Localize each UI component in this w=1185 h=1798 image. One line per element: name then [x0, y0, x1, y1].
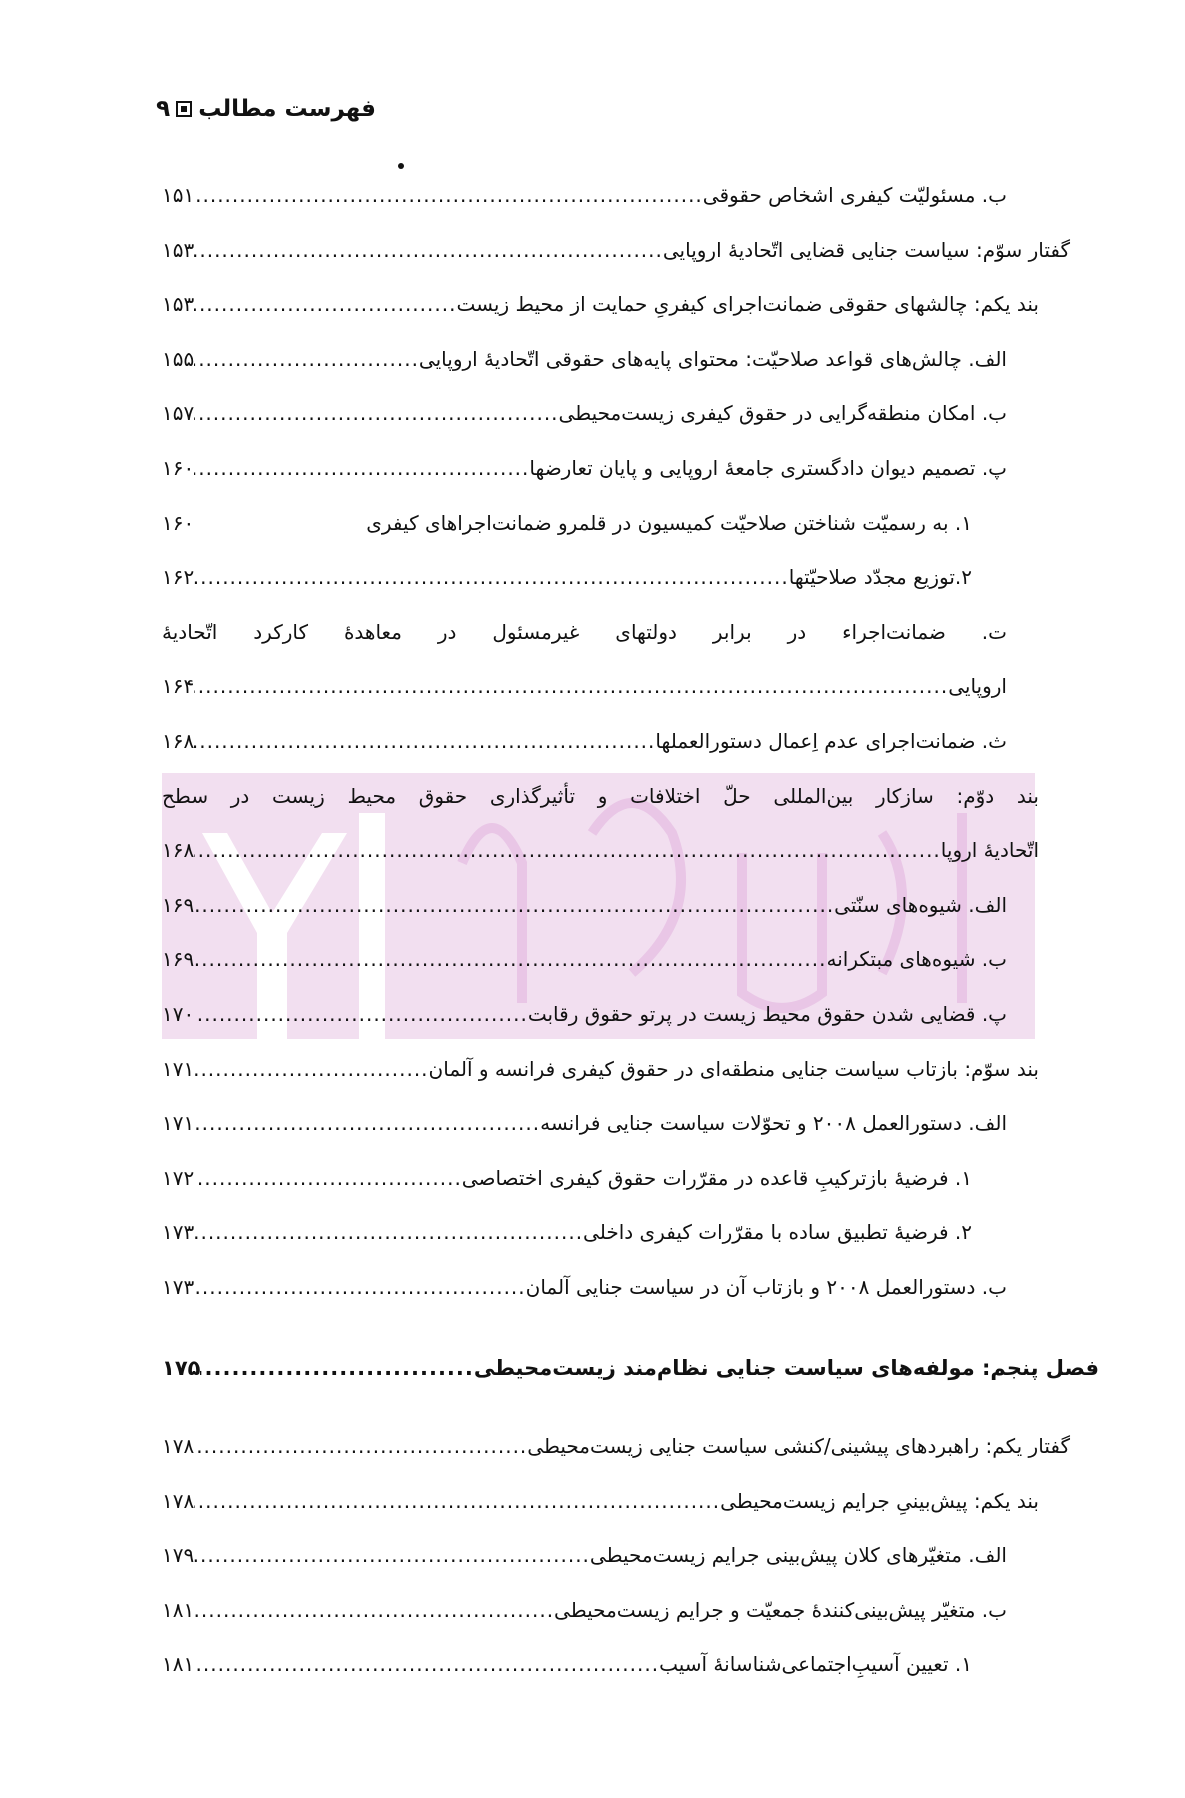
- dot-leader: [194, 1205, 583, 1260]
- toc-entry[interactable]: [162, 1583, 1070, 1638]
- dot-leader: [194, 1528, 590, 1583]
- dot-leader: [194, 168, 703, 223]
- chapter-page: ۱۷۵: [162, 1356, 201, 1380]
- toc-entry-page: ۱۵۱: [162, 183, 195, 207]
- toc-entry-title: ب. متغیّر پیش‌بینی‌کنندۀ جمعیّت و جرایم زیست‌محیطی: [554, 1597, 1007, 1622]
- dot-leader: [194, 1151, 462, 1206]
- toc-entry-page: ۱۶۸: [162, 728, 195, 753]
- toc-entry-title: الف. دستورالعمل ۲۰۰۸ و تحوّلات سیاست جنایی فرانسه: [540, 1111, 1007, 1136]
- toc-entry[interactable]: [162, 496, 1070, 551]
- toc-entry-title: بند یکم: پیش‌بینیِ جرایم زیست‌محیطی: [720, 1488, 1039, 1513]
- toc-entry-title: ۲.توزیع مجدّد صلاحیّتها: [788, 565, 972, 590]
- toc-entry-page: ۱۶۰: [162, 510, 195, 535]
- toc-entry-title: الف. چالش‌های قواعد صلاحیّت: محتوای پایه‌های حقوقی اتّحادیۀ اروپایی: [418, 346, 1007, 371]
- toc-entry-page: ۱۷۸: [162, 1488, 195, 1513]
- toc-entry-page: ۱۵۷: [162, 401, 195, 426]
- dot-leader: [194, 332, 419, 387]
- toc-entry-page: ۱۶۲: [162, 565, 195, 590]
- page-header: [156, 96, 376, 122]
- toc-entry-page: ۱۷۰: [162, 1001, 195, 1026]
- toc-entry[interactable]: [162, 332, 1070, 387]
- toc-entry[interactable]: [162, 987, 1070, 1042]
- toc-entry-page: ۱۵۵: [162, 346, 195, 371]
- toc-entry-page: ۱۶۹: [162, 947, 195, 972]
- toc-entry[interactable]: [162, 932, 1070, 987]
- toc-entry-title: ۲. فرضیۀ تطبیق ساده با مقرّرات کیفری داخلی: [583, 1220, 972, 1245]
- toc-entry-page: ۱۷۳: [162, 1274, 195, 1299]
- dot-leader: [194, 1260, 525, 1315]
- dot-leader: [194, 386, 558, 441]
- toc-entry-title: بند سوّم: بازتاب سیاست جنایی منطقه‌ای در حقوق کیفری فرانسه و آلمان: [428, 1056, 1039, 1081]
- toc-entry[interactable]: [162, 1205, 1070, 1260]
- toc-entry[interactable]: [162, 823, 1070, 878]
- toc-entry-title: ب. امکان منطقه‌گرایی در حقوق کیفری زیست‌محیطی: [558, 401, 1007, 426]
- dot-leader: [194, 1419, 527, 1474]
- dot-leader: [194, 878, 834, 933]
- toc-entry-title: ب. شیوه‌های مبتکرانه: [826, 947, 1007, 972]
- toc-entry[interactable]: [162, 168, 1070, 223]
- toc-entry[interactable]: [162, 550, 1070, 605]
- dot-leader: [194, 1474, 720, 1529]
- toc-entry[interactable]: [162, 659, 1070, 714]
- toc-entry[interactable]: [162, 1042, 1070, 1097]
- toc-upper: [162, 168, 1070, 1314]
- toc-entry-page: ۱۵۳: [162, 237, 195, 262]
- toc-entry-title: اتّحادیۀ اروپا: [940, 838, 1039, 863]
- toc-entry-page: ۱۸۱: [162, 1597, 195, 1622]
- toc-entry-page: ۱۷۸: [162, 1434, 195, 1458]
- toc-lower: [162, 1419, 1070, 1692]
- toc-entry-title: ۱. به رسمیّت شناختن صلاحیّت کمیسیون در قلمرو ضمانت‌اجراهای کیفری: [366, 510, 972, 535]
- toc-entry[interactable]: [162, 1260, 1070, 1315]
- dot-leader: [194, 1096, 540, 1151]
- toc-entry-title: ۱. فرضیۀ بازترکیبِ قاعده در مقرّرات حقوق کیفری اختصاصی: [461, 1165, 972, 1190]
- toc-entry[interactable]: [162, 1096, 1070, 1151]
- toc-entry-page: ۱۷۳: [162, 1220, 195, 1245]
- dot-leader: [194, 1637, 659, 1692]
- toc-entry-title: ث. ضمانت‌اجرای عدم اِعمال دستورالعملها: [655, 728, 1007, 753]
- toc-entry-title: الف. متغیّرهای کلان پیش‌بینی جرایم زیست‌محیطی: [589, 1543, 1007, 1568]
- dot-leader: [194, 823, 941, 878]
- toc-entry-page: ۱۷۱: [162, 1056, 195, 1081]
- toc-entry[interactable]: [162, 441, 1070, 496]
- toc-entry-title: ۱. تعیین آسیبِ‌اجتماعی‌شناسانۀ آسیب: [659, 1652, 972, 1677]
- page-number: ۹: [156, 96, 171, 122]
- toc-entry[interactable]: [162, 277, 1070, 332]
- square-bullet-icon: [176, 101, 192, 117]
- toc-entry-title: پ. قضایی شدن حقوق محیط زیست در پرتو حقوق رقابت: [527, 1001, 1007, 1026]
- toc-entry-title: ب. مسئولیّت کیفری اشخاص حقوقی: [702, 183, 1007, 207]
- dot-leader: [194, 550, 788, 605]
- toc-entry-page: ۱۶۹: [162, 892, 195, 917]
- dot-leader: [194, 223, 663, 278]
- toc-entry-page: ۱۷۹: [162, 1543, 195, 1568]
- toc-entry-page: ۱۶۸: [162, 838, 195, 863]
- toc-entry[interactable]: [162, 223, 1070, 278]
- toc-entry-page: ۱۷۲: [162, 1165, 195, 1190]
- toc-entry-page: ۱۷۱: [162, 1111, 195, 1136]
- toc-entry-line1[interactable]: ت. ضمانت‌اجراء در برابر دولتهای غیرمسئول در معاهدۀ کارکرد اتّحادیۀ: [162, 619, 1007, 644]
- toc-chapter-row[interactable]: [162, 1341, 1099, 1396]
- chapter-title: فصل پنجم: مولفه‌های سیاست جنایی نظام‌مند زیست‌محیطی: [473, 1356, 1099, 1380]
- toc-entry[interactable]: [162, 1528, 1070, 1583]
- toc-entry-title: گفتار یکم: راهبردهای پیشینی/کنشی سیاست جنایی زیست‌محیطی: [527, 1434, 1070, 1458]
- toc-entry-title: پ. تصمیم دیوان دادگستری جامعۀ اروپایی و پایان تعارضها: [529, 455, 1007, 480]
- toc-entry[interactable]: [162, 878, 1070, 933]
- toc-entry-title: گفتار سوّم: سیاست جنایی قضایی اتّحادیۀ اروپایی: [662, 237, 1070, 262]
- toc-entry[interactable]: [162, 1637, 1070, 1692]
- toc-entry[interactable]: [162, 714, 1070, 769]
- toc-entry-title: اروپایی: [948, 674, 1007, 699]
- dot-leader: [194, 277, 456, 332]
- dot-leader: [194, 1583, 554, 1638]
- dot-leader: [194, 659, 948, 714]
- header-title: فهرست مطالب: [198, 96, 376, 122]
- toc-entry-page: ۱۶۴: [162, 674, 195, 699]
- toc-entry[interactable]: [162, 1419, 1070, 1474]
- toc-entry-title: الف. شیوه‌های سنّتی: [834, 892, 1007, 917]
- chapter-row-wrap: [162, 1341, 1099, 1396]
- toc-entry-page: ۱۵۳: [162, 292, 195, 317]
- toc-entry-line1[interactable]: بند دوّم: سازکار بین‌المللی حلّ اختلافات و تأثیرگذاری حقوق محیط زیست در سطح: [162, 783, 1039, 808]
- dot-leader: [194, 987, 528, 1042]
- toc-entry-page: ۱۸۱: [162, 1652, 195, 1677]
- toc-entry-title: ب. دستورالعمل ۲۰۰۸ و بازتاب آن در سیاست جنایی آلمان: [525, 1274, 1007, 1299]
- toc-entry[interactable]: [162, 1151, 1070, 1206]
- dot-leader: [194, 1042, 428, 1097]
- toc-entry[interactable]: [162, 1474, 1070, 1529]
- dot-leader: [194, 714, 655, 769]
- dot-leader: [194, 932, 826, 987]
- toc-entry-title: بند یکم: چالشهای حقوقی ضمانت‌اجرای کیفریِ حمایت از محیط زیست: [456, 292, 1039, 317]
- toc-entry[interactable]: [162, 386, 1070, 441]
- dot-leader: [200, 1341, 473, 1396]
- toc-entry-page: ۱۶۰: [162, 455, 195, 480]
- dot-leader: [194, 441, 529, 496]
